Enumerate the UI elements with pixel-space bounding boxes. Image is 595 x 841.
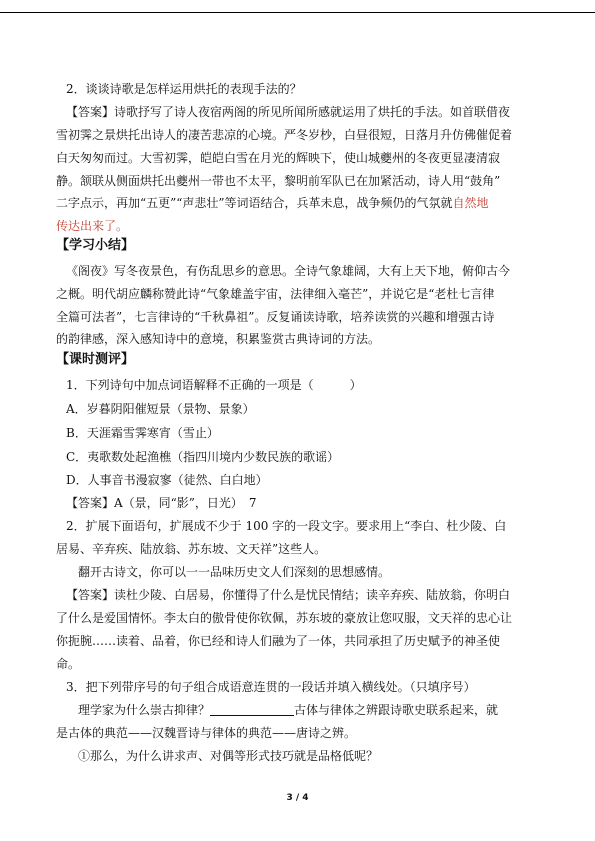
page-top-rule [0, 12, 595, 13]
summary-line-2: 之概。明代胡应麟称赞此诗“气象雄盖宇宙，法律细入毫芒”，并说它是“老杜七言律 [56, 287, 495, 301]
test-heading: 【课时测评】 [56, 352, 135, 367]
test-q2-answer-line-4: 命。 [56, 657, 81, 671]
test-q3-line-1 [78, 703, 562, 718]
test-q2-answer-line-1: 【答案】读杜少陵、白居易，你懂得了什么是忧民情结；读辛弃疾、陆放翁，你明白 [66, 588, 511, 602]
q2-answer-line-3: 白天匆匆而过。大雪初霁，皑皑白雪在月光的辉映下，使山城夔州的冬夜更显凄清寂 [56, 151, 501, 165]
q2-answer-line-1: 【答案】诗歌抒写了诗人夜宿两阁的所见所闻所感就运用了烘托的手法。如首联借夜 [66, 105, 511, 119]
test-q1-option-c: C．夷歌数处起渔樵（指四川境内少数民族的歌谣） [66, 450, 340, 464]
summary-line-4: 的韵律感，深入感知诗中的意境，积累鉴赏古典诗词的方法。 [56, 332, 381, 346]
test-q3-stem: 3．把下列带序号的句子组合成语意连贯的一段话并填入横线处。（只填序号） [66, 680, 476, 694]
test-q2-stem-line-2: 居易、辛弃疾、陆放翁、苏东坡、文天祥”这些人。 [56, 542, 327, 556]
test-q1-option-d: D．人事音书漫寂寥（徒然、白白地） [66, 473, 268, 487]
test-q2-answer-line-3: 你扼腕……读着、品着，你已经和诗人们融为了一体，共同承担了历史赋予的神圣使 [56, 634, 501, 648]
summary-line-3: 全篇可法者”，七言律诗的“千秋鼻祖”。反复诵读诗歌，培养读赏的兴趣和增强古诗 [56, 310, 495, 324]
q2-answer-line-2: 雪初霁之景烘托出诗人的凄苦悲凉的心境。严冬岁杪，白昼很短，日落月升仿佛催促着 [56, 128, 513, 142]
q2-answer-line-5-text: 二字点示，再加“五更”“声悲壮”等词语结合，兵革未息，战争频仍的气氛就 [56, 196, 453, 210]
fill-in-blank[interactable] [210, 704, 294, 716]
q2-answer-line-5 [56, 196, 540, 211]
test-q3-item-1: ①那么，为什么讲求声、对偶等形式技巧就是品格低呢？ [78, 749, 379, 763]
test-q3-line-1-before: 理学家为什么崇古抑律？ [78, 703, 211, 717]
summary-line-1: 《阁夜》写冬夜景色，有伤乱思乡的意思。全诗气象雄阔，大有上天下地，俯仰古今 [66, 264, 511, 278]
test-q1-stem: 1．下列诗句中加点词语解释不正确的一项是（ ） [66, 378, 362, 392]
test-q1-option-a: A．岁暮阴阳催短景（景物、景象） [66, 402, 255, 416]
test-q2-answer-line-2: 了什么是爱国情怀。李太白的傲骨使你钦佩，苏东坡的豪放让您叹服，文天祥的忠心让 [56, 611, 513, 625]
page-number: 3 / 4 [286, 793, 309, 803]
summary-heading: 【学习小结】 [56, 238, 135, 253]
test-q2-stem-line-1: 2．扩展下面语句，扩展成不少于 100 字的一段文字。要求用上“李白、杜少陵、白 [66, 519, 507, 533]
test-q1-option-b: B．天涯霜雪霁寒宵（雪止） [66, 426, 219, 440]
q2-title: 2．谈谈诗歌是怎样运用烘托的表现手法的？ [66, 82, 302, 96]
q2-answer-line-4: 静。颔联从侧面烘托出夔州一带也不太平，黎明前军队已在加紧活动，诗人用“鼓角” [56, 174, 501, 188]
q2-answer-line-6 [56, 219, 540, 234]
test-q3-line-1-after: 古体与律体之辨跟诗歌史联系起来，就 [294, 703, 499, 717]
test-q2-prompt: 翻开古诗文，你可以一一品味历史文人们深刻的思想感情。 [78, 565, 391, 579]
test-q1-answer: 【答案】A（景，同“影”，日光） 7 [66, 496, 257, 510]
q2-answer-red-text-1: 自然地 [452, 196, 489, 210]
q2-answer-red-text-2: 传达出来了。 [56, 219, 129, 233]
test-q3-line-2: 是古体的典范——汉魏晋诗与律体的典范——唐诗之辨。 [56, 726, 357, 740]
